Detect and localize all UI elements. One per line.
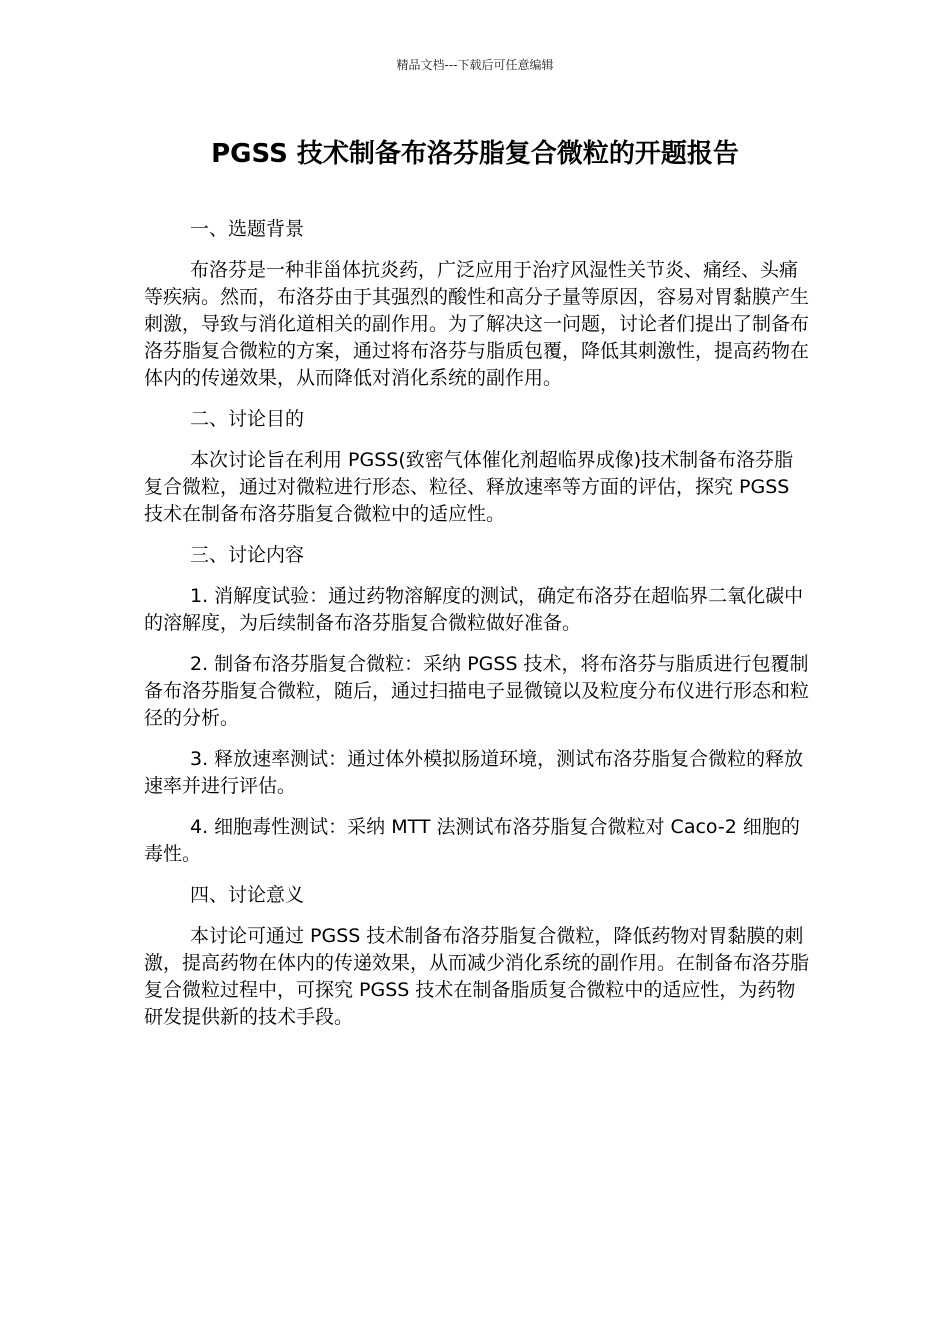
section-heading: 四、讨论意义: [190, 884, 305, 906]
document-body: [144, 216, 812, 1045]
section-content: [144, 542, 812, 868]
header-note: 精品文档---下载后可任意编辑: [396, 58, 554, 72]
section-heading: 二、讨论目的: [190, 408, 305, 430]
section-significance: [144, 882, 812, 1031]
list-item: 4. 细胞毒性测试：采纳 MTT 法测试布洛芬脂复合微粒对 Caco-2 细胞的毒性。: [144, 816, 800, 865]
paragraph: 布洛芬是一种非甾体抗炎药，广泛应用于治疗风湿性关节炎、痛经、头痛等疾病。然而，布洛芬由于其强烈的酸性和高分子量等原因，容易对胃黏膜产生刺激，导致与消化道相关的副作用。为了解决这一问题，讨论者们提出了制备布洛芬脂复合微粒的方案，通过将布洛芬与脂质包覆，降低其刺激性，提高药物在体内的传递效果，从而降低对消化系统的副作用。: [144, 259, 810, 389]
section-heading: 一、选题背景: [190, 218, 305, 240]
paragraph: 本讨论可通过 PGSS 技术制备布洛芬脂复合微粒，降低药物对胃黏膜的刺激，提高药物在体内的传递效果，从而减少消化系统的副作用。在制备布洛芬脂复合微粒过程中，可探究 PGSS 技术在制备脂质复合微粒中的适应性，为药物研发提供新的技术手段。: [144, 925, 810, 1028]
section-background: [144, 216, 812, 392]
paragraph: 本次讨论旨在利用 PGSS(致密气体催化剂超临界成像)技术制备布洛芬脂复合微粒，通过对微粒进行形态、粒径、释放速率等方面的评估，探究 PGSS 技术在制备布洛芬脂复合微粒中的适应性。: [144, 449, 794, 525]
list-item: 1. 消解度试验：通过药物溶解度的测试，确定布洛芬在超临界二氧化碳中的溶解度，为后续制备布洛芬脂复合微粒做好准备。: [144, 585, 804, 634]
section-heading: 三、讨论内容: [190, 544, 305, 566]
list-item: 2. 制备布洛芬脂复合微粒：采纳 PGSS 技术，将布洛芬与脂质进行包覆制备布洛芬脂复合微粒，随后，通过扫描电子显微镜以及粒度分布仪进行形态和粒径的分析。: [144, 653, 810, 729]
document-title: PGSS 技术制备布洛芬脂复合微粒的开题报告: [211, 139, 739, 169]
section-purpose: [144, 406, 812, 528]
list-item: 3. 释放速率测试：通过体外模拟肠道环境，测试布洛芬脂复合微粒的释放速率并进行评估。: [144, 748, 804, 797]
